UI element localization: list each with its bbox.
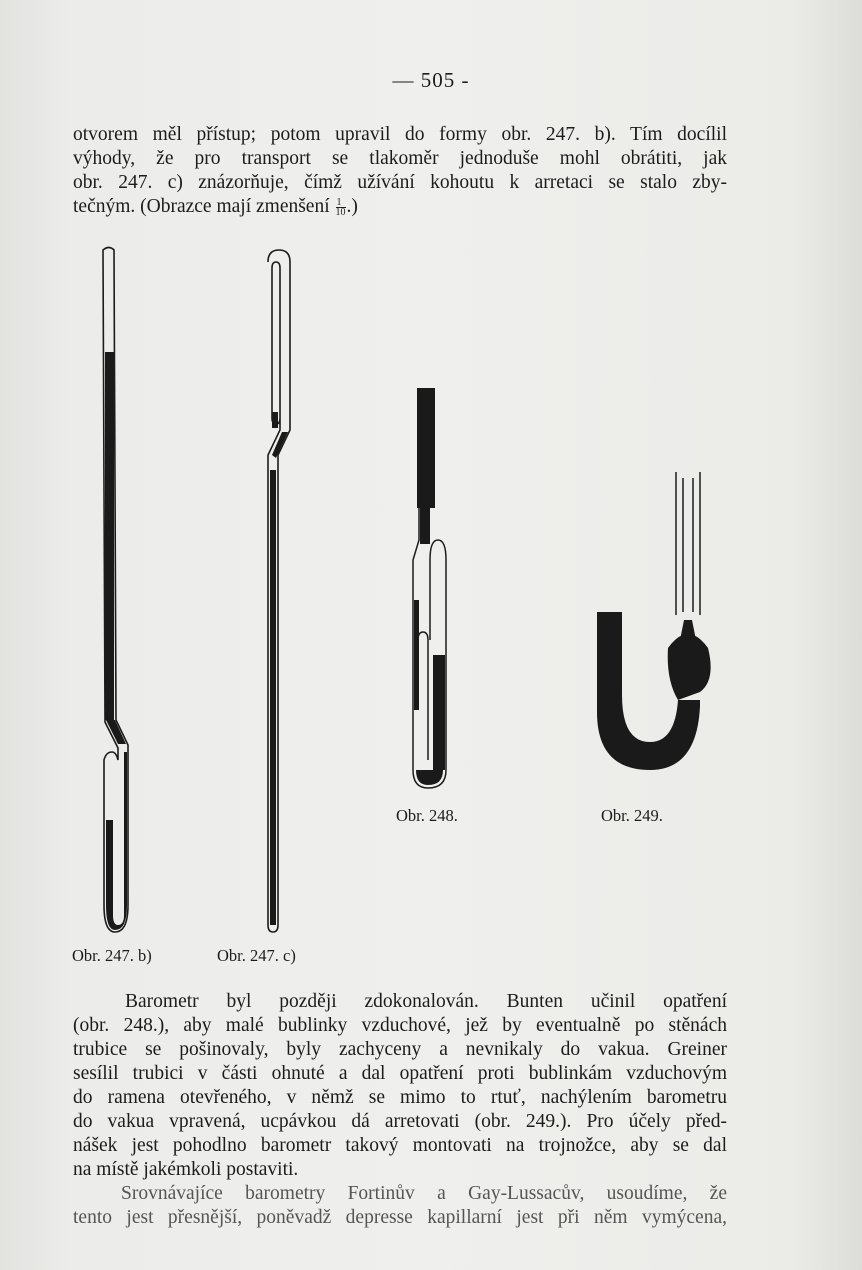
body-line: nášek jest pohodlno barometr takový montovati na trojnožce, aby se dal: [73, 1135, 727, 1156]
barometer-248-figure: [413, 388, 446, 788]
mercury-249-bulb: [668, 634, 711, 700]
body-line: na místě jakémkoli postaviti.: [73, 1159, 299, 1180]
mercury-247b-bottom: [106, 752, 127, 930]
body-paragraph: [73, 990, 727, 1230]
mercury-248-neck: [420, 508, 430, 544]
tube-248-inner: [418, 632, 428, 760]
body-line: trubice se pošinovaly, byly zachyceny a nevnikaly do vakua. Greiner: [73, 1039, 727, 1060]
mercury-249-plug: [680, 620, 696, 640]
body-line: do ramena otevřeného, v němž se mimo to rtuť, nachýlením barometru: [73, 1087, 727, 1108]
fraction-numerator: 1: [336, 198, 346, 208]
intro-last-text: tečným. (Obrazce mají zmenšení: [73, 196, 330, 217]
mercury-247b-long: [105, 352, 114, 720]
mercury-248-left: [414, 600, 419, 710]
mercury-247b-bend: [106, 720, 126, 744]
body-line: (obr. 248.), aby malé bublinky vzduchové, jež by eventualně po stěnách: [73, 1015, 727, 1036]
barometer-247c-figure: [268, 250, 290, 932]
body-line: tento jest přesnější, poněvadž depresse kapillarní jest při něm vymýcena,: [73, 1207, 727, 1228]
body-line: Srovnávajíce barometry Fortinův a Gay-Lussacův, usoudíme, že: [121, 1183, 727, 1204]
tube-249-upper: [676, 472, 700, 615]
mercury-248-bottom: [416, 770, 443, 785]
body-line: Barometr byl později zdokonalován. Bunten učinil opatření: [125, 991, 727, 1012]
mercury-247c-column: [270, 470, 276, 925]
intro-line: otvorem měl přístup; potom upravil do formy obr. 247. b). Tím docílil: [73, 124, 727, 145]
page-number: — 505 -: [392, 68, 470, 92]
mercury-247c-bend: [272, 432, 288, 458]
fraction-denominator: 10: [335, 207, 346, 219]
mercury-248-top: [417, 388, 435, 508]
caption-fig-247b: Obr. 247. b): [72, 946, 152, 965]
mercury-248-right: [433, 655, 445, 770]
caption-fig-248: Obr. 248.: [396, 806, 458, 825]
intro-suffix: .): [346, 196, 358, 217]
caption-fig-249: Obr. 249.: [601, 806, 663, 825]
mercury-247c-drop: [272, 412, 278, 428]
barometer-247b-figure: [103, 248, 128, 933]
intro-line: obr. 247. c) znázorňuje, čímž užívání kohoutu k arretaci se stalo zby-: [73, 172, 727, 193]
intro-line: výhody, že pro transport se tlakoměr jednoduše mohl obrátiti, jak: [73, 148, 727, 169]
body-line: do vakua vpravená, ucpávkou dá arretovati (obr. 249.). Pro účely před-: [73, 1111, 727, 1132]
barometer-249-figure: [597, 472, 711, 770]
caption-fig-247c: Obr. 247. c): [217, 946, 296, 965]
body-line: sesílil trubici v části ohnuté a dal opatření proti bublinkám vzduchovým: [73, 1063, 727, 1084]
